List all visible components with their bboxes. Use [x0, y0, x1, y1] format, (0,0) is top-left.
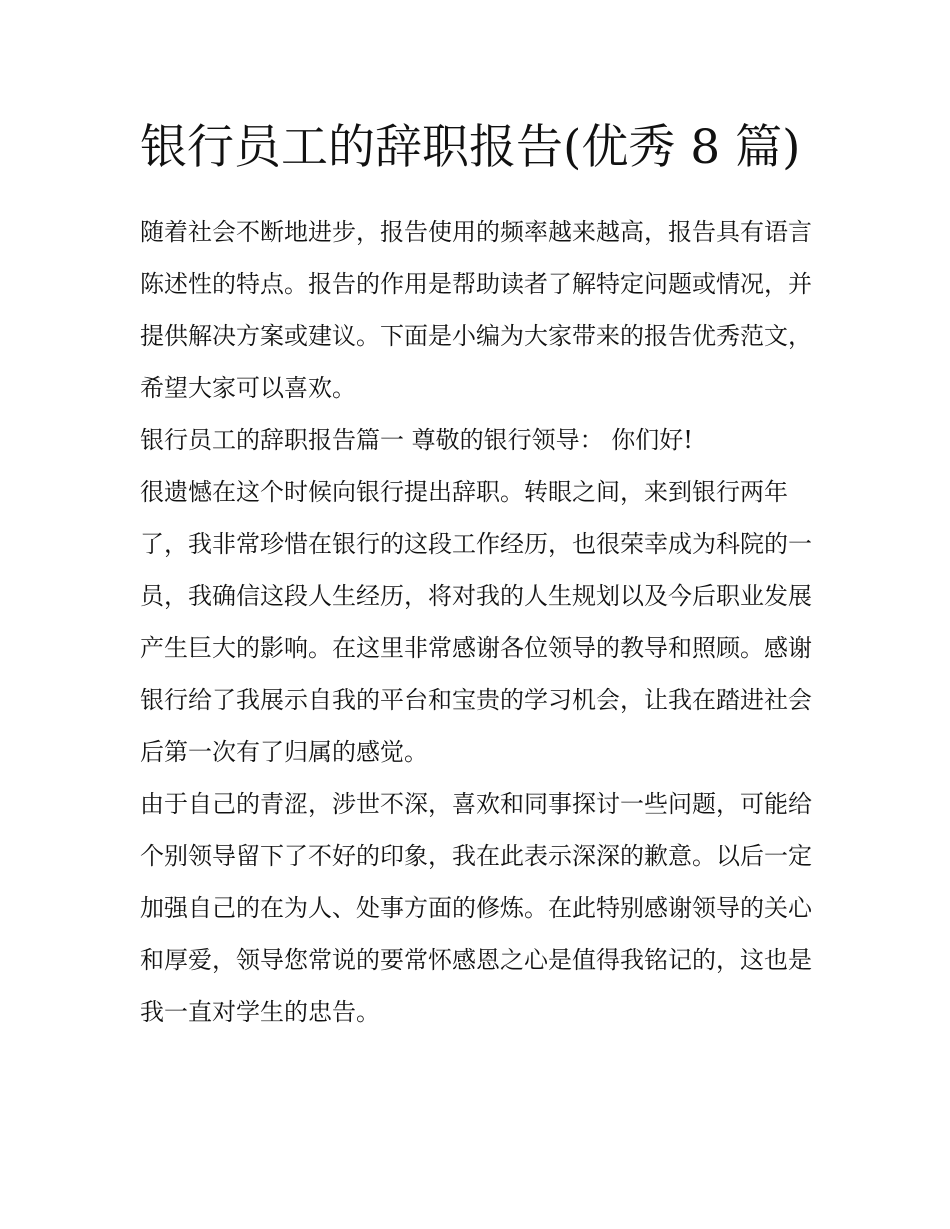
document-title: 银行员工的辞职报告(优秀 8 篇) [140, 120, 801, 175]
paragraph-intro: 随着社会不断地进步，报告使用的频率越来越高，报告具有语言陈述性的特点。报告的作用是帮助读者了解特定问题或情况，并提供解决方案或建议。下面是小编为大家带来的报告优秀范文，希望大家可以喜欢。 [140, 218, 812, 402]
document-body [140, 112, 812, 1038]
paragraph-salutation: 银行员工的辞职报告篇一 尊敬的银行领导： 你们好! [140, 426, 693, 454]
paragraph-body-1: 很遗憾在这个时候向银行提出辞职。转眼之间，来到银行两年了，我非常珍惜在银行的这段工作经历，也很荣幸成为科院的一员，我确信这段人生经历，将对我的人生规划以及今后职业发展产生巨大的影响。在这里非常感谢各位领导的教导和照顾。感谢银行给了我展示自我的平台和宝贵的学习机会，让我在踏进社会后第一次有了归属的感觉。 [140, 478, 812, 766]
paragraph-body-2: 由于自己的青涩，涉世不深，喜欢和同事探讨一些问题，可能给个别领导留下了不好的印象，我在此表示深深的歉意。以后一定加强自己的在为人、处事方面的修炼。在此特别感谢领导的关心和厚爱，领导您常说的要常怀感恩之心是值得我铭记的，这也是我一直对学生的忠告。 [140, 790, 812, 1026]
